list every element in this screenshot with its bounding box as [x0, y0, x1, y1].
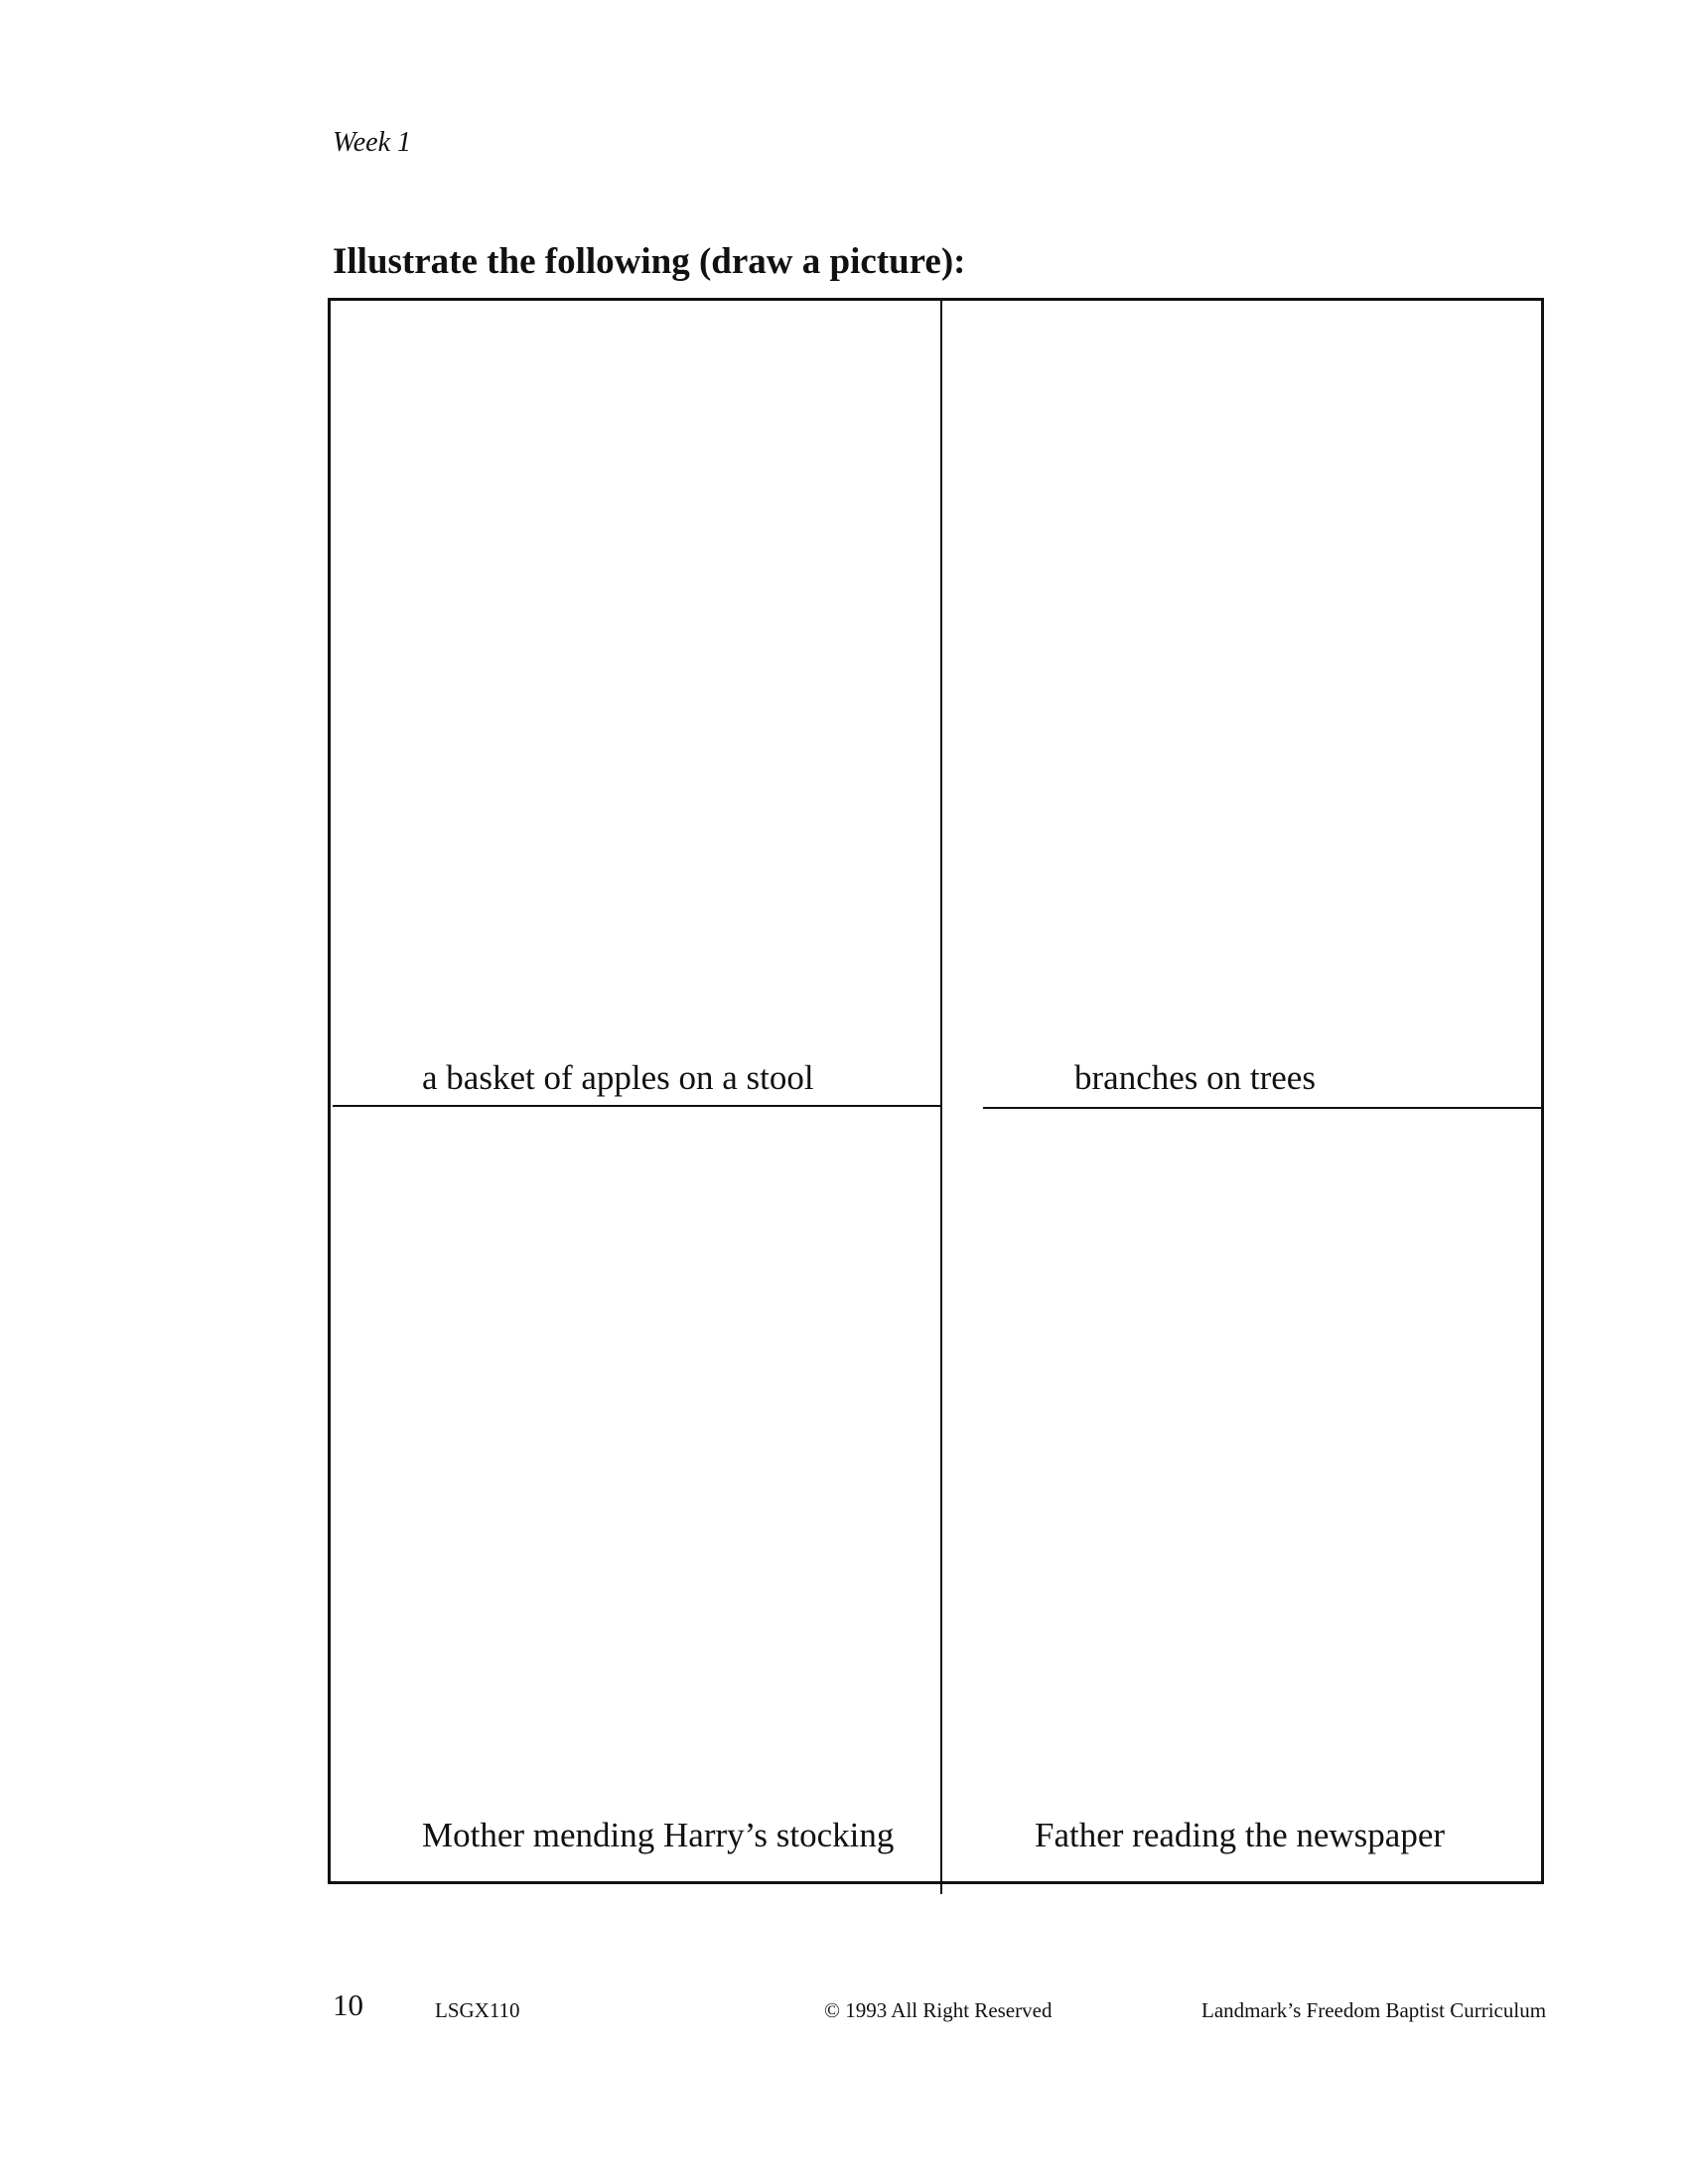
cell-label-top-right: branches on trees: [1074, 1058, 1316, 1097]
copyright-notice: © 1993 All Right Reserved: [824, 1998, 1053, 2022]
week-label: Week 1: [333, 127, 412, 158]
drawing-area-bottom-left[interactable]: [331, 1110, 939, 1881]
drawing-area-top-left[interactable]: [331, 301, 939, 1103]
cell-label-top-left: a basket of apples on a stool: [422, 1058, 814, 1097]
cell-label-bottom-left: Mother mending Harry’s stocking: [422, 1816, 895, 1854]
drawing-area-bottom-right[interactable]: [943, 1110, 1541, 1881]
grid-vertical-divider: [940, 298, 942, 1894]
grid-horizontal-divider-right: [983, 1107, 1544, 1109]
drawing-area-top-right[interactable]: [943, 301, 1541, 1103]
cell-label-bottom-right: Father reading the newspaper: [1035, 1816, 1446, 1854]
grid-horizontal-divider-left: [333, 1105, 940, 1107]
instruction-heading: Illustrate the following (draw a picture):: [333, 241, 966, 282]
publisher-name: Landmark’s Freedom Baptist Curriculum: [1201, 1998, 1547, 2022]
course-code: LSGX110: [435, 1998, 520, 2022]
page-number: 10: [333, 1987, 363, 2022]
